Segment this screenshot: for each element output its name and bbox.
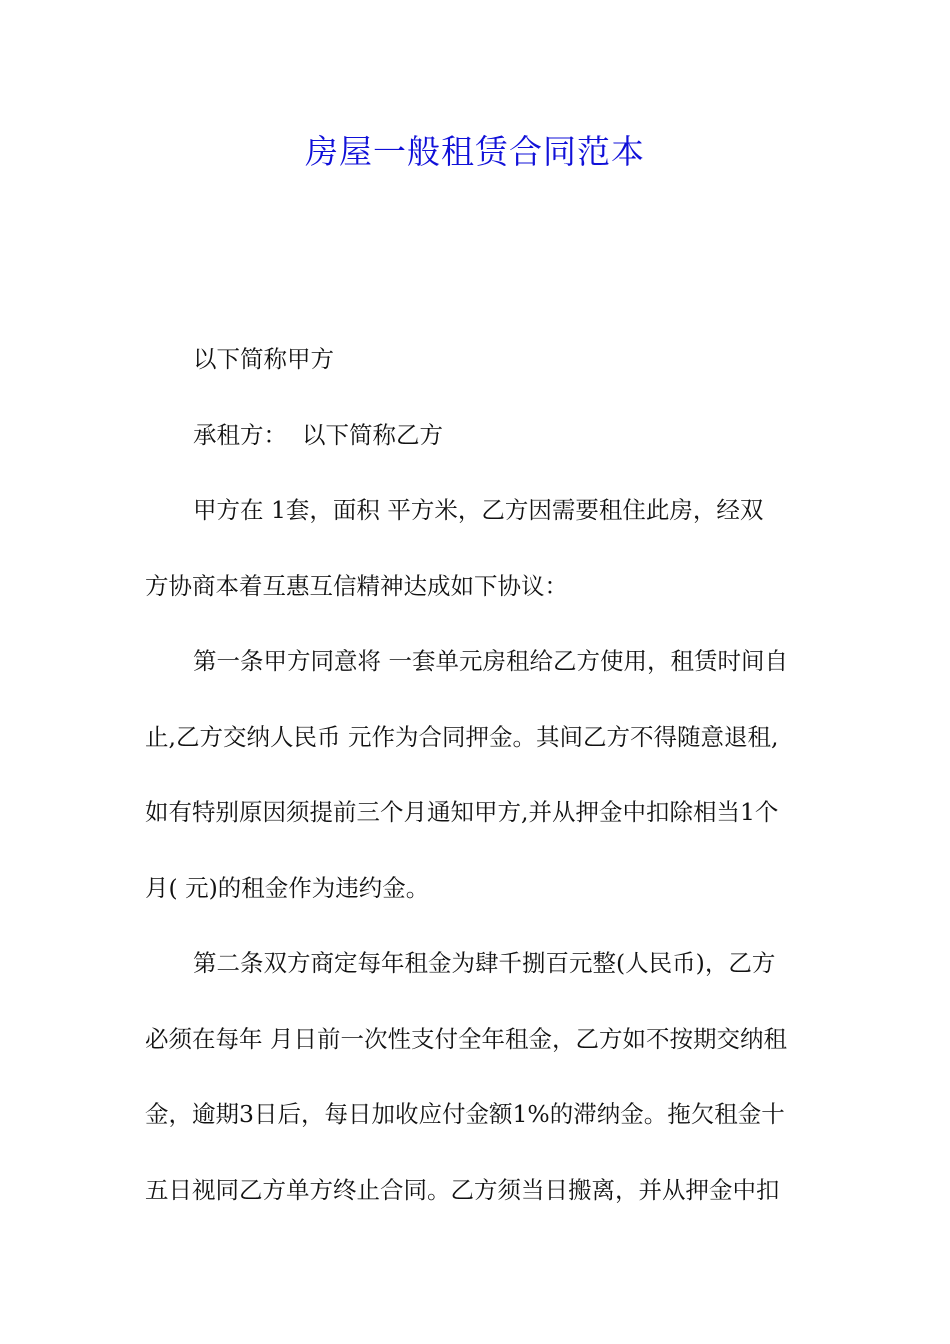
paragraph-line: 金，逾期3日后，每日加收应付金额1%的滞纳金。拖欠租金十: [145, 1100, 785, 1128]
paragraph-line: 第一条甲方同意将 一套单元房租给乙方使用，租赁时间自: [193, 647, 788, 675]
document-title: 房屋一般租赁合同范本: [305, 132, 645, 171]
document-body: [145, 333, 809, 1239]
paragraph-line: 月( 元)的租金作为违约金。: [145, 873, 430, 902]
paragraph-line: 如有特别原因须提前三个月通知甲方,并从押金中扣除相当1个: [145, 798, 779, 826]
paragraph-line: 甲方在 1套，面积 平方米，乙方因需要租住此房，经双: [193, 496, 764, 524]
paragraph-line: 必须在每年 月日前一次性支付全年租金，乙方如不按期交纳租: [145, 1024, 787, 1053]
paragraph-line: 第二条双方商定每年租金为肆千捌百元整(人民币)，乙方: [193, 949, 776, 977]
paragraph-line: 承租方： 以下简称乙方: [193, 420, 443, 449]
paragraph-line: 以下简称甲方: [193, 345, 334, 373]
paragraph-line: 方协商本着互惠互信精神达成如下协议：: [145, 571, 568, 600]
paragraph-line: 止,乙方交纳人民币 元作为合同押金。其间乙方不得随意退租,: [145, 722, 779, 751]
paragraph-line: 五日视同乙方单方终止合同。乙方须当日搬离，并从押金中扣: [145, 1175, 780, 1204]
